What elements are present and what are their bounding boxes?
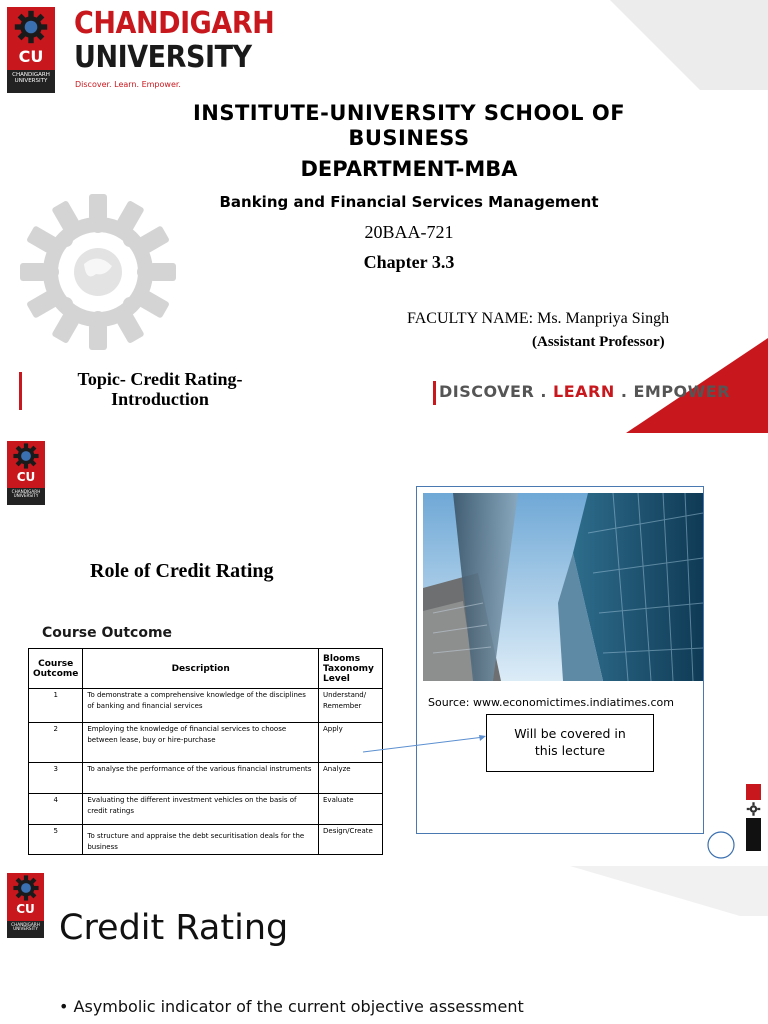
brand-name-line2: UNIVERSITY	[74, 40, 252, 75]
image-panel	[416, 486, 704, 834]
topic-accent-bar	[19, 372, 22, 410]
logo-initials: CU	[16, 470, 36, 484]
callout-arrow	[360, 728, 500, 758]
cell-description: To demonstrate a comprehensive knowledge of the disciplines of banking and financial services	[83, 689, 319, 723]
motto-discover: DISCOVER .	[439, 382, 554, 401]
gear-small-icon	[746, 801, 761, 817]
cell-description: To analyse the performance of the various financial instruments	[83, 763, 319, 794]
course-outcome-heading: Course Outcome	[42, 625, 173, 641]
cell-outcome: 1	[29, 689, 83, 723]
table-row	[29, 723, 383, 763]
table-row	[29, 689, 383, 723]
cell-outcome: 3	[29, 763, 83, 794]
slide-title: Role of Credit Rating	[90, 560, 274, 582]
nav-circle-icon[interactable]	[705, 829, 737, 861]
department-heading: DEPARTMENT-MBA	[300, 157, 518, 181]
skyscrapers-photo	[423, 493, 703, 681]
header-description: Description	[83, 649, 319, 689]
faculty-designation: (Assistant Professor)	[532, 334, 665, 350]
slide-title: Credit Rating	[59, 908, 289, 948]
table-row	[29, 825, 383, 855]
topic-title: Topic- Credit Rating-Introduction	[77, 369, 243, 410]
side-marker	[746, 784, 761, 851]
cell-blooms: Design/Create	[319, 825, 383, 855]
faculty-name: FACULTY NAME: Ms. Manpriya Singh	[407, 310, 670, 327]
cell-blooms: Apply	[319, 723, 383, 763]
bullet-icon: •	[59, 997, 69, 1016]
role-slide	[0, 433, 768, 866]
gear-logo-icon	[11, 874, 41, 902]
logo-subtitle: CHANDIGARH UNIVERSITY	[7, 70, 55, 93]
logo-subtitle: CHANDIGARH UNIVERSITY	[7, 921, 44, 938]
chapter-label: Chapter 3.3	[363, 252, 455, 272]
table-row	[29, 763, 383, 794]
logo-initials: CU	[16, 902, 35, 916]
callout-box: Will be covered in this lecture	[486, 714, 654, 772]
cell-outcome: 2	[29, 723, 83, 763]
table-header-row	[29, 649, 383, 689]
brand-tagline: Discover. Learn. Empower.	[75, 80, 181, 89]
cu-logo	[7, 873, 44, 936]
cell-description: Evaluating the different investment vehicles on the basis of credit ratings	[83, 794, 319, 825]
course-outcome-table	[28, 648, 383, 855]
cell-outcome: 4	[29, 794, 83, 825]
cell-description: To structure and appraise the debt securitisation deals for the business	[83, 825, 319, 855]
header-blooms: Blooms Taxonomy Level	[319, 649, 383, 689]
header-course-outcome: Course Outcome	[29, 649, 83, 689]
institute-heading: INSTITUTE-UNIVERSITY SCHOOL OF BUSINESS	[192, 101, 626, 150]
motto-empower: . EMPOWER	[614, 382, 731, 401]
motto	[439, 382, 730, 401]
motto-learn: LEARN	[553, 382, 615, 401]
course-code: 20BAA-721	[364, 222, 454, 242]
logo-subtitle: CHANDIGARH UNIVERSITY	[7, 488, 45, 505]
table-row	[29, 794, 383, 825]
credit-rating-slide	[0, 866, 768, 1024]
cell-outcome: 5	[29, 825, 83, 855]
logo-initials: CU	[18, 47, 44, 66]
title-slide	[0, 0, 768, 433]
cu-logo	[7, 441, 45, 503]
bullet-item	[59, 997, 524, 1016]
gear-logo-icon	[11, 442, 41, 470]
brand-name-line1: CHANDIGARH	[74, 6, 275, 41]
gear-logo-icon	[11, 9, 51, 45]
bullet-text: Asymbolic indicator of the current objective assessment	[73, 997, 524, 1016]
image-source: Source: www.economictimes.indiatimes.com	[428, 696, 674, 709]
motto-accent-bar	[433, 381, 436, 405]
cell-blooms: Evaluate	[319, 794, 383, 825]
cell-blooms: Understand/ Remember	[319, 689, 383, 723]
cell-description: Employing the knowledge of financial services to choose between lease, buy or hire-purchase	[83, 723, 319, 763]
cu-logo	[7, 7, 55, 90]
gear-watermark-icon	[18, 192, 178, 352]
cell-blooms: Analyze	[319, 763, 383, 794]
subject-name: Banking and Financial Services Management	[219, 193, 599, 211]
